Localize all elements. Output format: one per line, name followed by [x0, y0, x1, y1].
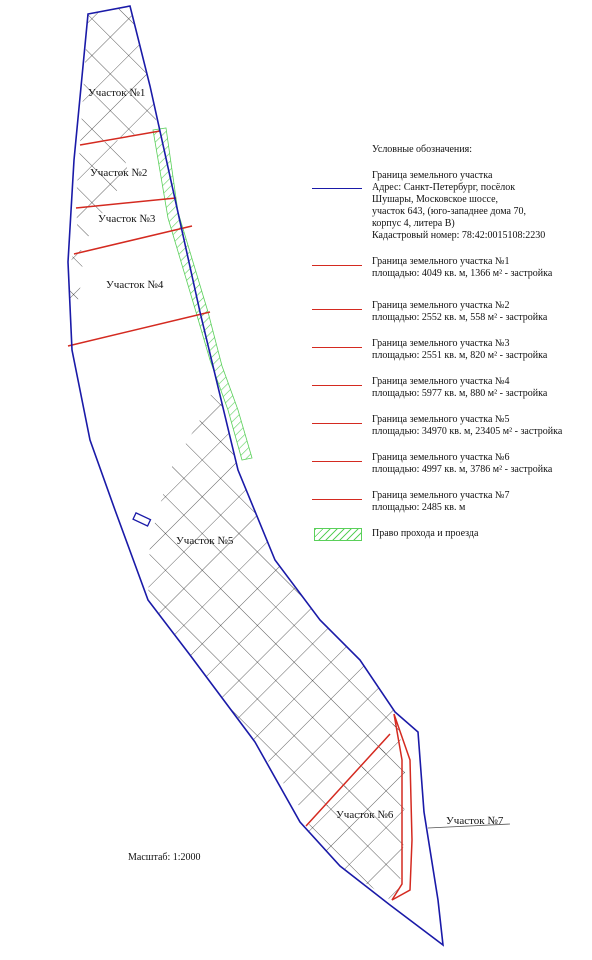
plot-label-6: Участок №6 [336, 809, 394, 821]
legend-item [312, 256, 592, 280]
legend-item-text: площадью: 5977 кв. м, 880 м² - застройка [372, 388, 548, 399]
legend-item-text: площадью: 2551 кв. м, 820 м² - застройка [372, 350, 548, 361]
red-boundary-line-icon [312, 461, 362, 462]
legend-item-text: Граница земельного участка №6 [372, 452, 510, 463]
plot-label-2: Участок №2 [90, 167, 148, 179]
legend-title: Условные обозначения: [372, 144, 473, 155]
legend-item-text: Кадастровый номер: 78:42:0015108:2230 [372, 230, 546, 241]
scale-label: Масштаб: 1:2000 [128, 852, 201, 863]
legend-item [312, 490, 592, 514]
legend-item [312, 414, 592, 438]
legend-item-text: площадью: 4997 кв. м, 3786 м² - застройка [372, 464, 553, 475]
plot-label-5: Участок №5 [176, 535, 234, 547]
red-boundary-line-icon [312, 423, 362, 424]
plot-label-7: Участок №7 [446, 815, 504, 827]
legend-item-text: Граница земельного участка №3 [372, 338, 510, 349]
legend-item-text: площадью: 2552 кв. м, 558 м² - застройка [372, 312, 548, 323]
small-structure-marker [133, 513, 150, 526]
red-boundary-line-icon [312, 385, 362, 386]
legend-item-text: Право прохода и проезда [372, 528, 479, 539]
legend-item-text: Шушары, Московское шоссе, [372, 194, 499, 205]
legend [312, 144, 592, 554]
plot-label-4: Участок №4 [106, 279, 164, 291]
legend-item-text: площадью: 4049 кв. м, 1366 м² - застройка [372, 268, 553, 279]
red-boundary-line-icon [312, 309, 362, 310]
legend-item [312, 170, 592, 242]
green-hatch-swatch-icon [314, 528, 362, 541]
legend-item [312, 300, 592, 324]
legend-item-text: Граница земельного участка №2 [372, 300, 510, 311]
plot-label-3: Участок №3 [98, 213, 156, 225]
legend-item-text: площадью: 2485 кв. м [372, 502, 466, 513]
legend-item [312, 452, 592, 476]
legend-items [312, 170, 592, 540]
legend-item [312, 338, 592, 362]
legend-item-text: участок 643, (юго-западнее дома 70, [372, 206, 526, 217]
legend-item-text: площадью: 34970 кв. м, 23405 м² - застройка [372, 426, 563, 437]
legend-item [312, 528, 592, 540]
red-boundary-line-icon [312, 265, 362, 266]
legend-item [312, 376, 592, 400]
legend-item-text: Граница земельного участка №1 [372, 256, 510, 267]
blue-boundary-line-icon [312, 188, 362, 189]
plot-label-1: Участок №1 [88, 87, 146, 99]
red-boundary-line-icon [312, 347, 362, 348]
legend-item-text: Граница земельного участка [372, 170, 493, 181]
legend-item-text: Граница земельного участка №7 [372, 490, 510, 501]
legend-item-text: Адрес: Санкт-Петербург, посёлок [372, 182, 516, 193]
legend-item-text: Граница земельного участка №4 [372, 376, 510, 387]
legend-item-text: Граница земельного участка №5 [372, 414, 510, 425]
right-of-way-strip [153, 128, 252, 460]
red-boundary-line-icon [312, 499, 362, 500]
legend-item-text: корпус 4, литера В) [372, 218, 455, 229]
